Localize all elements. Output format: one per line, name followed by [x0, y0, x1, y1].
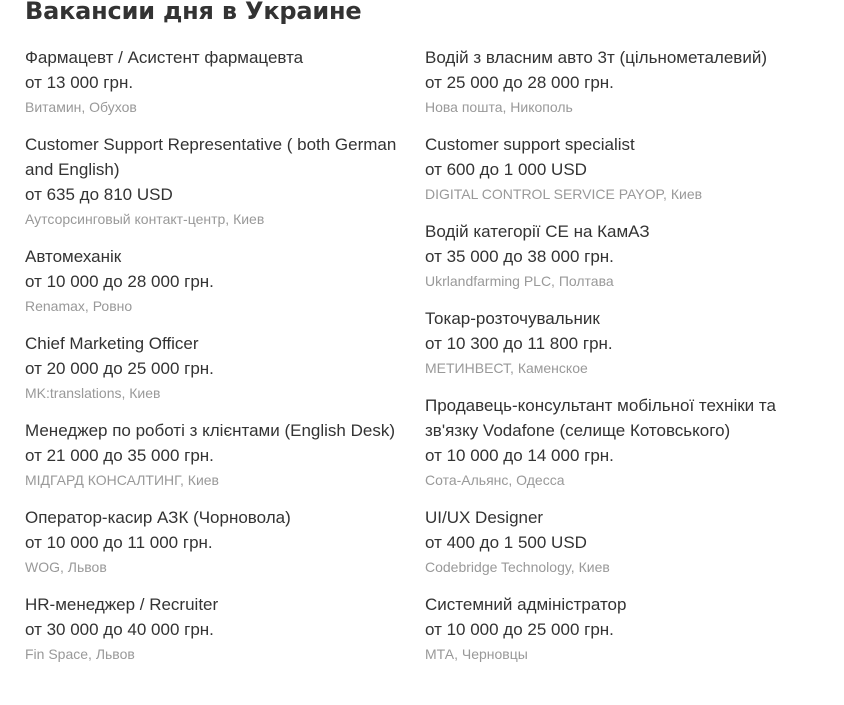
vacancy-title[interactable]: Customer Support Representative ( both German and English) — [25, 135, 397, 179]
vacancy-title[interactable]: HR-менеджер / Recruiter — [25, 595, 219, 614]
vacancy-title[interactable]: Водій категорії СЕ на КамАЗ — [425, 222, 650, 241]
vacancy-salary: от 635 до 810 USD — [25, 185, 173, 204]
vacancy-salary: от 10 000 до 28 000 грн. — [25, 272, 214, 291]
vacancy-title[interactable]: Chief Marketing Officer — [25, 334, 199, 353]
vacancy-company: DIGITAL CONTROL SERVICE PAYOP, Киев — [425, 186, 703, 202]
vacancy-salary: от 30 000 до 40 000 грн. — [25, 620, 214, 639]
vacancy-salary: от 25 000 до 28 000 грн. — [425, 73, 614, 92]
vacancy-company: WOG, Львов — [25, 559, 107, 575]
vacancy-company: Fin Space, Львов — [25, 646, 135, 662]
vacancy-company: Ukrlandfarming PLC, Полтава — [425, 273, 614, 289]
vacancy-item[interactable] — [425, 132, 805, 206]
vacancy-item[interactable] — [25, 331, 405, 405]
vacancy-salary: от 21 000 до 35 000 грн. — [25, 446, 214, 465]
vacancy-company: МТА, Черновцы — [425, 646, 528, 662]
vacancy-title[interactable]: Customer support specialist — [425, 135, 635, 154]
vacancy-salary: от 10 300 до 11 800 грн. — [425, 334, 613, 353]
vacancy-title[interactable]: Водій з власним авто 3т (цільнометалевий) — [425, 48, 767, 67]
vacancy-item[interactable] — [25, 505, 405, 579]
vacancy-salary: от 20 000 до 25 000 грн. — [25, 359, 214, 378]
vacancy-company: МЕТИНВЕСТ, Каменское — [425, 360, 588, 376]
vacancy-item[interactable] — [25, 45, 405, 119]
vacancy-item[interactable] — [425, 393, 805, 492]
vacancies-left-column — [25, 45, 405, 679]
vacancy-salary: от 10 000 до 25 000 грн. — [425, 620, 614, 639]
vacancy-company: Сота-Альянс, Одесса — [425, 472, 565, 488]
vacancy-item[interactable] — [25, 132, 405, 231]
vacancy-item[interactable] — [25, 592, 405, 666]
vacancy-company: Codebridge Technology, Киев — [425, 559, 610, 575]
vacancy-item[interactable] — [425, 505, 805, 579]
vacancy-item[interactable] — [425, 219, 805, 293]
vacancy-item[interactable] — [425, 45, 805, 119]
vacancy-salary: от 400 до 1 500 USD — [425, 533, 587, 552]
vacancy-salary: от 10 000 до 11 000 грн. — [25, 533, 213, 552]
vacancy-company: Renamax, Ровно — [25, 298, 133, 314]
vacancy-item[interactable] — [425, 592, 805, 666]
vacancy-salary: от 600 до 1 000 USD — [425, 160, 587, 179]
vacancy-title[interactable]: Токар-розточувальник — [425, 309, 600, 328]
vacancy-item[interactable] — [425, 306, 805, 380]
vacancy-salary: от 13 000 грн. — [25, 73, 134, 92]
vacancy-company: Аутсорсинговый контакт-центр, Киев — [25, 211, 265, 227]
vacancies-right-column — [425, 45, 805, 679]
vacancy-salary: от 35 000 до 38 000 грн. — [425, 247, 614, 266]
vacancy-item[interactable] — [25, 244, 405, 318]
vacancy-salary: от 10 000 до 14 000 грн. — [425, 446, 614, 465]
vacancy-title[interactable]: Менеджер по роботі з клієнтами (English Desk) — [25, 421, 395, 440]
vacancy-company: Витамин, Обухов — [25, 99, 137, 115]
vacancy-title[interactable]: Системний адміністратор — [425, 595, 627, 614]
page-title: Вакансии дня в Украине — [25, 0, 362, 25]
vacancy-title[interactable]: Автомеханік — [25, 247, 122, 266]
vacancy-title[interactable]: UI/UX Designer — [425, 508, 544, 527]
vacancy-title[interactable]: Оператор-касир АЗК (Чорновола) — [25, 508, 291, 527]
vacancy-company: MK:translations, Киев — [25, 385, 161, 401]
vacancy-item[interactable] — [25, 418, 405, 492]
vacancy-company: Нова пошта, Никополь — [425, 99, 573, 115]
vacancy-title[interactable]: Фармацевт / Асистент фармацевта — [25, 48, 304, 67]
vacancy-title[interactable]: Продавець-консультант мобільної техніки та зв'язку Vodafone (селище Котовського) — [425, 396, 776, 440]
vacancy-company: МІДГАРД КОНСАЛТИНГ, Киев — [25, 472, 219, 488]
